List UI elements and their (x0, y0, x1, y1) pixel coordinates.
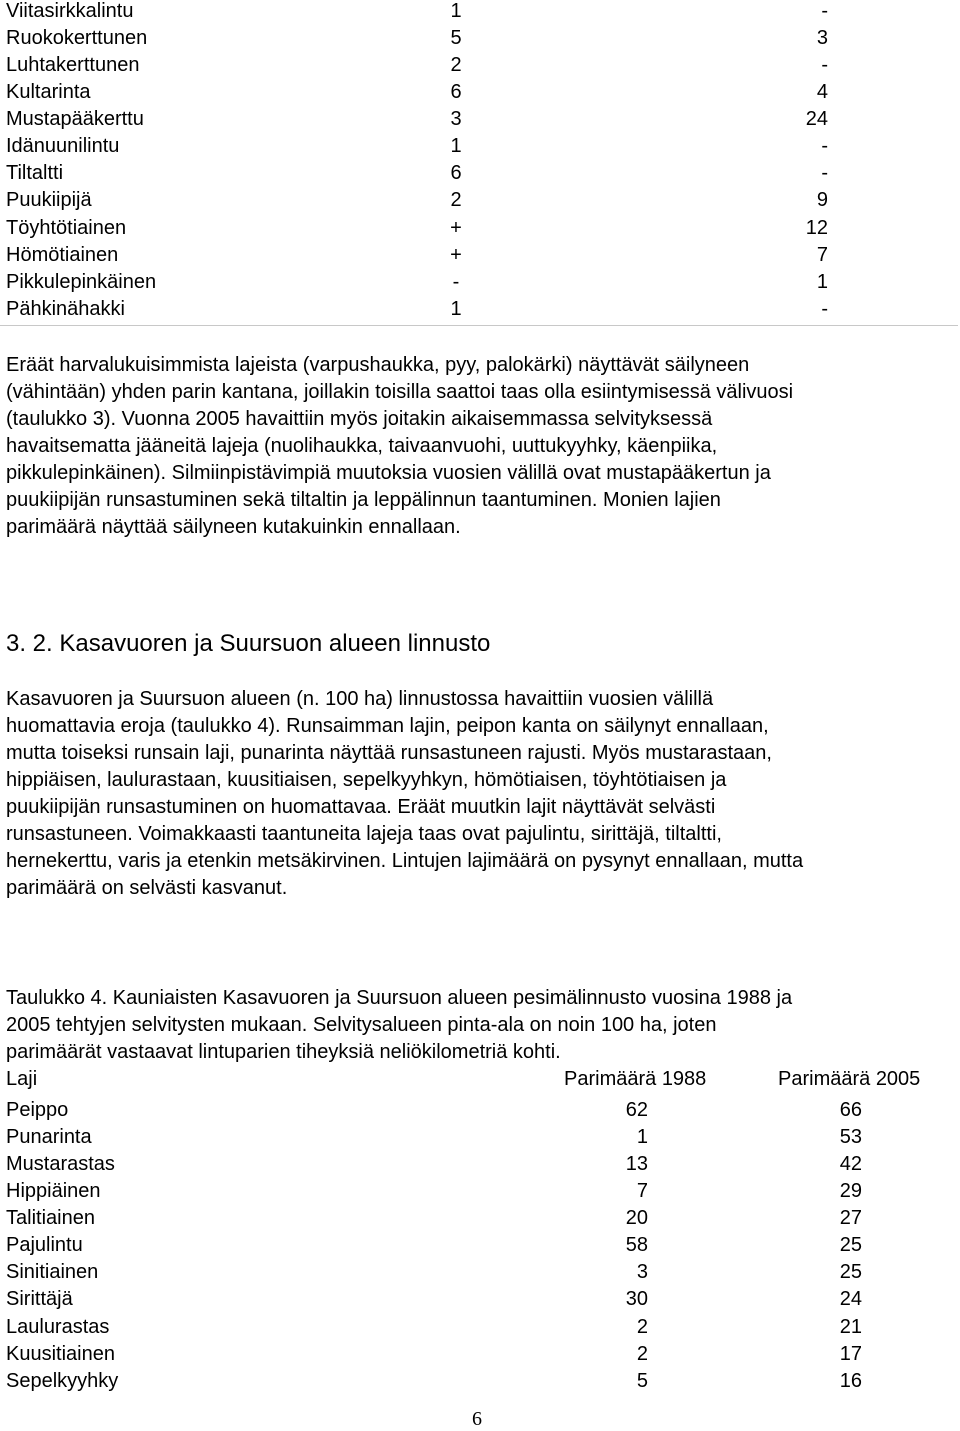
table-row: Pajulintu 58 25 (6, 1234, 862, 1256)
table-row: Tiltaltti 6 - (6, 162, 828, 184)
table-row: Sepelkyyhky 5 16 (6, 1370, 862, 1392)
table-row: Hömötiainen + 7 (6, 244, 828, 266)
table-row: Sirittäjä 30 24 (6, 1288, 862, 1310)
table-row: Mustarastas 13 42 (6, 1153, 862, 1175)
table-row: Punarinta 1 53 (6, 1126, 862, 1148)
table-row: Luhtakerttunen 2 - (6, 54, 828, 76)
table-header: Laji Parimäärä 1988 Parimäärä 2005 (6, 1068, 921, 1090)
table-row: Sinitiainen 3 25 (6, 1261, 862, 1283)
table-row: Talitiainen 20 27 (6, 1207, 862, 1229)
table-row: Töyhtötiainen + 12 (6, 217, 828, 239)
table-row: Pähkinähakki 1 - (6, 298, 828, 320)
table-row: Idänuunilintu 1 - (6, 135, 828, 157)
section-heading: 3. 2. Kasavuoren ja Suursuon alueen linnusto (6, 630, 491, 657)
table-row: Viitasirkkalintu 1 - (6, 0, 828, 22)
table-row: Hippiäinen 7 29 (6, 1180, 862, 1202)
table-row: Kuusitiainen 2 17 (6, 1343, 862, 1365)
table-row: Ruokokerttunen 5 3 (6, 27, 828, 49)
page-number: 6 (472, 1408, 482, 1430)
table-row: Peippo 62 66 (6, 1099, 862, 1121)
table-row: Puukiipijä 2 9 (6, 189, 828, 211)
table-row: Mustapääkerttu 3 24 (6, 108, 828, 130)
divider (0, 325, 958, 326)
table-row: Laulurastas 2 21 (6, 1316, 862, 1338)
table-row: Pikkulepinkäinen - 1 (6, 271, 828, 293)
table-row: Kultarinta 6 4 (6, 81, 828, 103)
